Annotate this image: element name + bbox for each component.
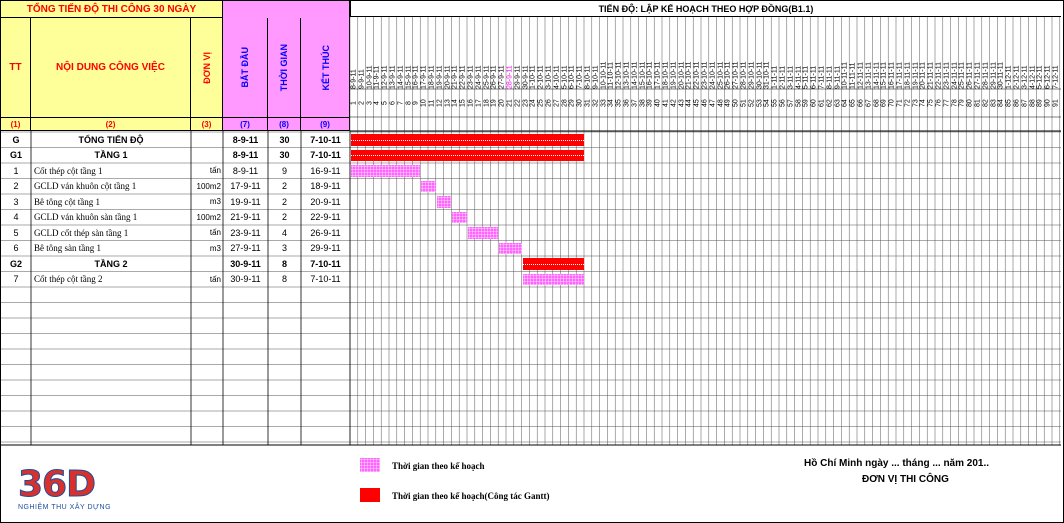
day-number-29: 29	[568, 99, 576, 107]
legend-swatch-gantt	[360, 488, 380, 502]
day-number-72: 72	[904, 99, 912, 107]
date-header-80: 26-11-11	[966, 62, 974, 89]
date-header-48: 25-10-11	[716, 61, 724, 89]
col-header-content: NỘI DUNG CÔNG VIỆC	[31, 18, 191, 117]
day-number-28: 28	[560, 99, 568, 107]
day-number-62: 62	[826, 99, 834, 107]
col-header-duration: THỜI GIAN	[279, 43, 289, 92]
date-header-75: 21-11-11	[927, 62, 935, 89]
row-7-content: GCLD cốt thép sàn tầng 1	[34, 227, 129, 238]
row-8-unit: m3	[209, 243, 221, 253]
date-header-64: 10-11-11	[841, 62, 849, 89]
row-1-end: 7-10-11	[310, 134, 341, 145]
row-2-start: 8-9-11	[232, 150, 259, 161]
date-header-17: 24-9-11	[475, 65, 483, 89]
day-number-69: 69	[880, 99, 888, 107]
date-header-24: 1-10-11	[529, 65, 537, 89]
row-5-content: Bê tông cột tầng 1	[34, 196, 100, 207]
row-5-unit: m3	[209, 197, 221, 207]
row-9-tt: G2	[9, 258, 22, 269]
row-5-duration: 2	[281, 196, 287, 207]
date-header-23: 30-9-11	[521, 65, 529, 89]
day-number-87: 87	[1021, 99, 1029, 107]
date-header-19: 26-9-11	[490, 65, 498, 89]
day-number-33: 33	[599, 99, 607, 107]
date-header-45: 22-10-11	[693, 61, 701, 89]
row-10-duration: 8	[281, 274, 287, 285]
date-header-10: 17-9-11	[420, 65, 428, 89]
date-header-76: 22-11-11	[935, 62, 943, 89]
day-number-42: 42	[670, 99, 678, 107]
day-number-11: 11	[428, 99, 436, 107]
row-4-tt: 2	[13, 181, 19, 192]
row-4-end: 18-9-11	[310, 181, 341, 192]
date-header-46: 23-10-11	[701, 61, 709, 89]
date-header-89: 5-12-11	[1036, 65, 1044, 89]
row-10-unit: tấn	[209, 274, 221, 284]
day-number-6: 6	[389, 101, 397, 105]
date-header-32: 9-10-11	[592, 65, 600, 89]
date-header-53: 30-10-11	[755, 61, 763, 89]
row-1-tt: G	[12, 134, 20, 145]
day-number-85: 85	[1005, 99, 1013, 107]
date-header-35: 12-10-11	[615, 61, 623, 89]
date-header-8: 15-9-11	[404, 65, 412, 89]
day-number-41: 41	[662, 99, 670, 107]
date-header-1: 8-9-11	[350, 69, 358, 89]
row-5-start: 19-9-11	[230, 196, 261, 207]
row-3-tt: 1	[13, 165, 19, 176]
row-4-start: 17-9-11	[230, 181, 261, 192]
day-number-49: 49	[724, 99, 732, 107]
day-number-18: 18	[482, 99, 490, 107]
date-header-12: 19-9-11	[436, 65, 444, 89]
day-number-61: 61	[818, 99, 826, 107]
day-number-3: 3	[365, 101, 373, 105]
col-header-tt: TT	[1, 18, 31, 117]
row-6-start: 21-9-11	[230, 212, 261, 223]
idx-3: (3)	[191, 117, 223, 131]
date-header-90: 6-12-11	[1044, 65, 1052, 89]
row-3-start: 8-9-11	[232, 165, 259, 176]
logo-tagline: NGHIỆM THU XÂY DỰNG	[18, 504, 112, 511]
day-number-13: 13	[443, 99, 451, 107]
day-number-50: 50	[732, 99, 740, 107]
day-number-67: 67	[865, 99, 873, 107]
day-number-17: 17	[475, 99, 483, 107]
date-header-62: 8-11-11	[826, 65, 834, 89]
day-number-20: 20	[498, 99, 506, 107]
date-header-26: 3-10-11	[545, 65, 553, 89]
date-header-65: 11-11-11	[849, 62, 857, 89]
day-number-51: 51	[740, 99, 748, 107]
date-header-57: 3-11-11	[787, 65, 795, 89]
day-number-70: 70	[888, 99, 896, 107]
day-number-75: 75	[927, 99, 935, 107]
bar-dots	[523, 264, 584, 265]
day-number-64: 64	[841, 99, 849, 107]
row-9-start: 30-9-11	[230, 258, 261, 269]
date-header-72: 18-11-11	[904, 62, 912, 89]
row-2-duration: 30	[279, 150, 290, 161]
day-number-30: 30	[576, 99, 584, 107]
day-number-88: 88	[1028, 99, 1036, 107]
idx-7: (7)	[223, 117, 268, 131]
legend-label-planned: Thời gian theo kế hoạch	[392, 461, 485, 471]
row-1-unit	[191, 132, 223, 148]
date-header-66: 12-11-11	[857, 62, 865, 89]
row-6-unit: 100m2	[196, 212, 221, 222]
bar-dots	[351, 140, 584, 141]
row-3-unit: tấn	[209, 166, 221, 176]
date-header-4: 11-9-11	[373, 65, 381, 89]
date-header-77: 23-11-11	[943, 62, 951, 89]
date-header-51: 28-10-11	[740, 61, 748, 89]
date-header-15: 22-9-11	[459, 65, 467, 89]
date-header-86: 2-12-11	[1013, 65, 1021, 89]
bar-dots	[351, 155, 584, 156]
gantt-bar-row-3	[351, 165, 420, 177]
day-number-16: 16	[467, 99, 475, 107]
day-number-86: 86	[1013, 99, 1021, 107]
day-number-39: 39	[646, 99, 654, 107]
date-header-44: 21-10-11	[685, 61, 693, 89]
date-header-59: 5-11-11	[802, 65, 810, 89]
day-number-73: 73	[911, 99, 919, 107]
day-number-47: 47	[709, 99, 717, 107]
day-number-10: 10	[420, 99, 428, 107]
date-header-27: 4-10-11	[553, 65, 561, 89]
day-number-76: 76	[935, 99, 943, 107]
row-9-unit	[191, 256, 223, 272]
date-header-21: 28-9-11	[506, 65, 514, 89]
date-header-13: 20-9-11	[443, 65, 451, 89]
day-number-65: 65	[849, 99, 857, 107]
day-number-59: 59	[802, 99, 810, 107]
date-header-41: 18-10-11	[662, 61, 670, 89]
date-header-82: 28-11-11	[982, 62, 990, 89]
row-10-start: 30-9-11	[230, 274, 261, 285]
day-number-89: 89	[1036, 99, 1044, 107]
row-2-unit	[191, 148, 223, 164]
day-number-32: 32	[592, 99, 600, 107]
date-header-84: 30-11-11	[997, 62, 1005, 89]
day-number-52: 52	[748, 99, 756, 107]
logo-360	[18, 466, 128, 518]
date-header-73: 19-11-11	[911, 62, 919, 89]
day-number-63: 63	[833, 99, 841, 107]
date-header-25: 2-10-11	[537, 65, 545, 89]
day-number-36: 36	[623, 99, 631, 107]
gantt-bar-row-4	[421, 181, 436, 193]
gantt-bar-row-5	[437, 196, 452, 208]
gantt-bar-row-9	[523, 258, 584, 270]
date-header-22: 29-9-11	[514, 65, 522, 89]
logo-mark: 36D	[18, 464, 95, 505]
row-8-start: 27-9-11	[230, 243, 261, 254]
date-header-28: 5-10-11	[560, 65, 568, 89]
date-header-34: 11-10-11	[607, 62, 615, 89]
day-number-5: 5	[381, 101, 389, 105]
day-number-82: 82	[982, 99, 990, 107]
date-header-50: 27-10-11	[732, 61, 740, 89]
date-header-55: 1-11-11	[771, 65, 779, 89]
day-number-35: 35	[615, 99, 623, 107]
date-header-6: 13-9-11	[389, 65, 397, 89]
row-9-end: 7-10-11	[310, 258, 341, 269]
day-number-54: 54	[763, 99, 771, 107]
date-header-68: 14-11-11	[872, 62, 880, 89]
date-header-33: 10-10-11	[599, 61, 607, 89]
gantt-bar-row-1	[351, 134, 584, 146]
idx-2: (2)	[31, 117, 191, 131]
date-header-47: 24-10-11	[709, 61, 717, 89]
date-header-5: 12-9-11	[381, 65, 389, 89]
row-10-content: Cốt thép cột tầng 2	[34, 274, 103, 285]
date-header-30: 7-10-11	[576, 65, 584, 89]
row-5-tt: 3	[13, 196, 19, 207]
day-number-23: 23	[521, 99, 529, 107]
row-4-content: GCLD ván khuôn cột tầng 1	[34, 181, 137, 192]
day-number-57: 57	[787, 99, 795, 107]
date-header-91: 7-12-11	[1052, 65, 1060, 89]
day-number-74: 74	[919, 99, 927, 107]
row-2-content: TẦNG 1	[94, 150, 128, 161]
day-number-53: 53	[755, 99, 763, 107]
day-number-79: 79	[958, 99, 966, 107]
day-number-21: 21	[506, 99, 514, 107]
row-7-unit: tấn	[209, 228, 221, 238]
idx-8: (8)	[268, 117, 301, 131]
date-header-18: 25-9-11	[482, 65, 490, 89]
day-number-1: 1	[350, 101, 358, 105]
day-number-8: 8	[404, 101, 412, 105]
date-header-87: 3-12-11	[1021, 65, 1029, 89]
legend-swatch-planned	[360, 458, 380, 472]
col-header-start: BẮT ĐẦU	[240, 47, 250, 88]
gantt-bar-row-7	[468, 227, 498, 239]
contractor-label: ĐƠN VỊ THI CÔNG	[862, 474, 949, 485]
day-number-26: 26	[545, 99, 553, 107]
row-1-duration: 30	[279, 134, 290, 145]
date-header-52: 29-10-11	[748, 61, 756, 89]
date-header-69: 15-11-11	[880, 62, 888, 89]
schedule-title: TIẾN ĐỘ: LẬP KẾ HOẠCH THEO HỢP ĐỒNG(B1.1)	[350, 1, 1061, 17]
date-header-67: 13-11-11	[865, 62, 873, 89]
date-header-29: 6-10-11	[568, 65, 576, 89]
date-header-31: 8-10-11	[584, 65, 592, 89]
day-number-22: 22	[514, 99, 522, 107]
day-number-25: 25	[537, 99, 545, 107]
day-number-68: 68	[872, 99, 880, 107]
date-header-9: 16-9-11	[412, 65, 420, 89]
date-header-2: 9-9-11	[358, 69, 366, 89]
date-header-88: 4-12-11	[1028, 65, 1036, 89]
day-number-24: 24	[529, 99, 537, 107]
row-1-content: TỔNG TIẾN ĐỘ	[78, 134, 144, 145]
date-header-37: 14-10-11	[631, 61, 639, 89]
date-header-61: 7-11-11	[818, 65, 826, 89]
day-number-81: 81	[974, 99, 982, 107]
place-date-text: Hồ Chí Minh ngày ... tháng ... năm 201..	[804, 458, 990, 469]
row-5-end: 20-9-11	[310, 196, 341, 207]
day-number-15: 15	[459, 99, 467, 107]
date-header-60: 6-11-11	[810, 65, 818, 89]
row-9-content: TẦNG 2	[94, 258, 128, 269]
day-number-77: 77	[943, 99, 951, 107]
date-header-74: 20-11-11	[919, 62, 927, 89]
date-header-56: 2-11-11	[779, 65, 787, 89]
row-2-tt: G1	[9, 150, 22, 161]
day-number-38: 38	[638, 99, 646, 107]
day-number-44: 44	[685, 99, 693, 107]
row-2-end: 7-10-11	[310, 150, 341, 161]
date-header-40: 17-10-11	[654, 61, 662, 89]
day-number-80: 80	[966, 99, 974, 107]
row-9-duration: 8	[281, 258, 287, 269]
date-header-63: 9-11-11	[833, 65, 841, 89]
day-number-55: 55	[771, 99, 779, 107]
gantt-bar-row-2	[351, 150, 584, 162]
day-number-60: 60	[810, 99, 818, 107]
row-7-start: 23-9-11	[230, 227, 261, 238]
date-header-54: 31-10-11	[763, 61, 771, 89]
row-7-tt: 5	[13, 227, 19, 238]
day-number-2: 2	[358, 101, 366, 105]
gantt-bar-row-8	[499, 243, 521, 255]
legend-label-gantt: Thời gian theo kế hoạch(Công tác Gantt)	[392, 491, 550, 501]
row-7-end: 26-9-11	[310, 227, 341, 238]
gantt-bar-row-10	[523, 274, 584, 286]
date-header-78: 24-11-11	[950, 62, 958, 89]
date-header-70: 16-11-11	[888, 62, 896, 89]
day-number-46: 46	[701, 99, 709, 107]
date-header-20: 27-9-11	[498, 65, 506, 89]
day-number-40: 40	[654, 99, 662, 107]
total-schedule-title: TỔNG TIẾN ĐỘ THI CÔNG 30 NGÀY	[1, 1, 223, 18]
gantt-bar-row-6	[452, 212, 467, 224]
day-number-56: 56	[779, 99, 787, 107]
day-number-37: 37	[631, 99, 639, 107]
day-number-90: 90	[1044, 99, 1052, 107]
date-header-39: 16-10-11	[646, 61, 654, 89]
date-header-71: 17-11-11	[896, 62, 904, 89]
row-6-tt: 4	[13, 212, 19, 223]
date-header-42: 19-10-11	[670, 61, 678, 89]
row-6-content: GCLD ván khuôn sàn tầng 1	[34, 212, 138, 223]
row-3-content: Cốt thép cột tầng 1	[34, 165, 103, 176]
day-number-84: 84	[997, 99, 1005, 107]
day-number-91: 91	[1052, 99, 1060, 107]
row-8-duration: 3	[281, 243, 287, 254]
date-header-58: 4-11-11	[794, 65, 802, 89]
row-4-duration: 2	[281, 181, 287, 192]
day-number-19: 19	[490, 99, 498, 107]
date-header-14: 21-9-11	[451, 65, 459, 89]
row-6-duration: 2	[281, 212, 287, 223]
day-number-45: 45	[693, 99, 701, 107]
date-header-3: 10-9-11	[365, 65, 373, 89]
date-header-16: 23-9-11	[467, 65, 475, 89]
idx-9: (9)	[301, 117, 350, 131]
row-8-content: Bê tông sàn tầng 1	[34, 243, 101, 254]
day-number-9: 9	[412, 101, 420, 105]
row-10-end: 7-10-11	[310, 274, 341, 285]
date-header-81: 27-11-11	[974, 62, 982, 89]
idx-1: (1)	[1, 117, 31, 131]
col-header-unit: ĐƠN VỊ	[201, 51, 212, 84]
row-1-start: 8-9-11	[232, 134, 259, 145]
day-number-48: 48	[716, 99, 724, 107]
date-header-38: 15-10-11	[638, 61, 646, 89]
col-header-end: KẾT THÚC	[320, 44, 331, 91]
day-number-83: 83	[989, 99, 997, 107]
row-3-end: 16-9-11	[310, 165, 341, 176]
date-header-36: 13-10-11	[623, 61, 631, 89]
date-header-79: 25-11-11	[958, 62, 966, 89]
day-number-66: 66	[857, 99, 865, 107]
row-7-duration: 4	[281, 227, 287, 238]
row-3-duration: 9	[281, 165, 287, 176]
day-number-71: 71	[896, 99, 904, 107]
date-header-85: 1-12-11	[1005, 65, 1013, 89]
day-number-58: 58	[794, 99, 802, 107]
day-number-34: 34	[607, 99, 615, 107]
day-number-14: 14	[451, 99, 459, 107]
day-number-31: 31	[584, 99, 592, 107]
row-8-tt: 6	[13, 243, 19, 254]
day-number-12: 12	[436, 99, 444, 107]
date-header-49: 26-10-11	[724, 61, 732, 89]
date-header-83: 29-11-11	[989, 62, 997, 89]
day-number-4: 4	[373, 101, 381, 105]
row-4-unit: 100m2	[196, 181, 221, 191]
date-header-11: 18-9-11	[428, 65, 436, 89]
day-number-7: 7	[397, 101, 405, 105]
day-number-78: 78	[950, 99, 958, 107]
day-number-27: 27	[553, 99, 561, 107]
date-header-43: 20-10-11	[677, 61, 685, 89]
row-10-tt: 7	[13, 274, 19, 285]
date-header-7: 14-9-11	[397, 65, 405, 89]
row-6-end: 22-9-11	[310, 212, 341, 223]
row-8-end: 29-9-11	[310, 243, 341, 254]
day-number-43: 43	[677, 99, 685, 107]
